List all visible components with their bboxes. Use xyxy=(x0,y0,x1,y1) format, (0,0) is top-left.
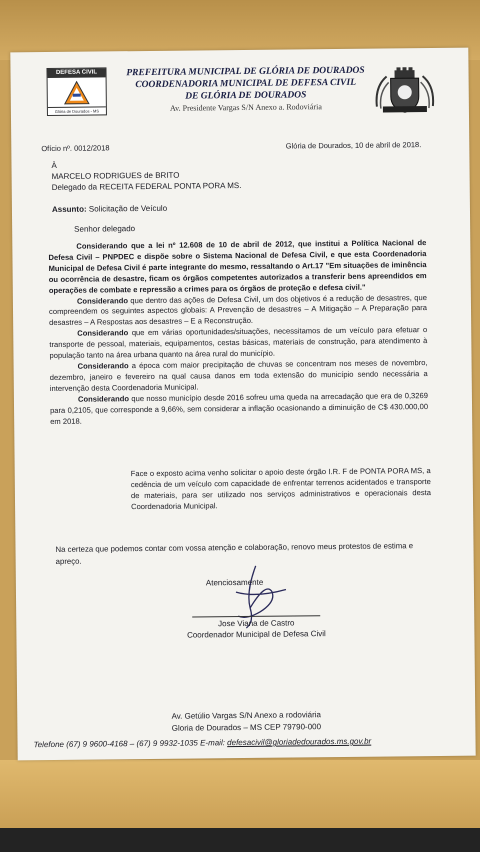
letter-body xyxy=(48,238,428,427)
municipal-crest-icon xyxy=(372,66,437,117)
subject-line xyxy=(52,204,167,214)
footer-contact xyxy=(34,736,470,750)
paragraph-3 xyxy=(49,325,427,362)
letterhead-line-3: DE GLÓRIA DE DOURADOS xyxy=(185,90,307,102)
request-paragraph: Face o exposto acima venho solicitar o apoio deste órgão I.R. F de PONTA PORA MS, a cedência de um veículo com capacidade de enfrentar terrenos acidentados e transporte de materiais, para ser utilizado nos serviços administrativos e operacionais desta Coordenadoria Municipal. xyxy=(130,466,431,511)
paragraph-2 xyxy=(49,293,427,330)
footer-email-link[interactable]: defesacivil@gloriadedourados.ms.gov.br xyxy=(227,736,372,748)
table-surface xyxy=(0,828,480,852)
footer-phone: Telefone (67) 9 9600-4168 – (67) 9 9932-1035 E-mail: xyxy=(33,738,228,750)
paragraph-lead: Considerando xyxy=(77,328,129,338)
paragraph-4 xyxy=(50,358,428,395)
letter-date: Glória de Dourados, 10 de abril de 2018. xyxy=(285,140,422,151)
office-number: Ofício nº. 0012/2018 xyxy=(41,143,110,154)
paragraph-lead: Considerando xyxy=(77,393,130,404)
recipient-prefix: À xyxy=(51,160,57,170)
letterhead xyxy=(110,65,380,116)
paragraph-text: que dentro das ações de Defesa Civil, um dos objetivos é a redução de desastres, que compreendem os seguintes aspectos globais: A Prevenção de desastres – A Mitigação – A Preparação para desastres – A Respostas aos desastres – E a Reconstrução. xyxy=(48,292,428,328)
letterhead-line-2: COORDENADORIA MUNICIPAL DE DEFESA CIVIL xyxy=(135,77,357,91)
paragraph-5 xyxy=(50,391,428,428)
subject-text: Solicitação de Veículo xyxy=(88,203,168,214)
footer-address xyxy=(17,708,475,737)
paragraph-text: que a lei nº 12.608 de 10 de abril de 2012, que institui a Política Nacional de Defesa Civil – PNPDEC e dispõe sobre o Sistema Nacional de Defesa Civil, e que esta Coordenadoria Municipal de Defesa Civil é parte integrante do mesmo, ressaltando o Art.17 "Em situações de iminência ou ocorrência de desastre, ficam os órgãos competentes autorizados a transferir bens apreendidos em operações de combate e repressão a crimes para os órgãos de proteção e defesa civil." xyxy=(48,238,427,295)
defesa-civil-logo xyxy=(46,67,106,116)
triangle-logo-icon xyxy=(64,81,90,105)
closing-paragraph: Na certeza que podemos contar com vossa atenção e colaboração, renovo meus protestos de estima e apreço. xyxy=(55,541,414,566)
recipient-name: MARCELO RODRIGUES de BRITO xyxy=(51,170,180,181)
footer-city: Gloria de Dourados – MS CEP 79790-000 xyxy=(171,722,322,733)
paragraph-text: que nosso município desde 2016 sofreu uma queda na arrecadação que era de 0,3269 para 0,2105, que corresponde a 9,66%, sem considerar a inflação ocasionando a diminuição de C$ 430.000,00 em 2018. xyxy=(50,390,429,426)
signer-title: Coordenador Municipal de Defesa Civil xyxy=(186,629,326,640)
logo-city: Glória de Dourados - MS xyxy=(48,106,106,115)
paragraph-text: que em várias oportunidades/situações, necessitamos de um veículo para efetuar o transporte de pessoal, materiais, equipamentos, cestas básicas, materiais de construção, para atendimento à população tanto na área urbana quanto na área rural do município. xyxy=(49,325,428,361)
letter-meta xyxy=(41,140,422,154)
recipient-block xyxy=(51,158,241,193)
subject-label: Assunto: xyxy=(51,204,87,214)
envelope-bottom xyxy=(0,760,480,830)
logo-title: DEFESA CIVIL xyxy=(47,68,105,78)
regards: Atenciosamente xyxy=(205,577,264,588)
paragraph-lead: Considerando xyxy=(76,295,129,306)
letterhead-line-1: PREFEITURA MUNICIPAL DE GLÓRIA DE DOURADOS xyxy=(126,65,365,79)
footer-street: Av. Getúlio Vargas S/N Anexo a rodoviária xyxy=(171,710,322,721)
greeting: Senhor delegado xyxy=(74,224,136,234)
paragraph-lead: Considerando xyxy=(76,241,128,251)
letter-page xyxy=(10,48,475,761)
signer-name: Jose Viana de Castro xyxy=(218,618,295,629)
paragraph-text: a época com maior precipitação de chuvas se concentram nos meses de novembro, dezembro, janeiro e fevereiro na qual causa danos em toda extensão do município sendo necessária a intervenção desta Coordenadoria Municipal. xyxy=(49,358,428,393)
signer-block xyxy=(176,617,336,641)
recipient-role: Delegado da RECEITA FEDERAL PONTA PORA MS. xyxy=(51,181,242,192)
letterhead-address: Av. Presidente Vargas S/N Anexo a. Rodoviária xyxy=(169,102,322,113)
paragraph-lead: Considerando xyxy=(77,361,129,371)
paragraph-1 xyxy=(48,238,427,296)
